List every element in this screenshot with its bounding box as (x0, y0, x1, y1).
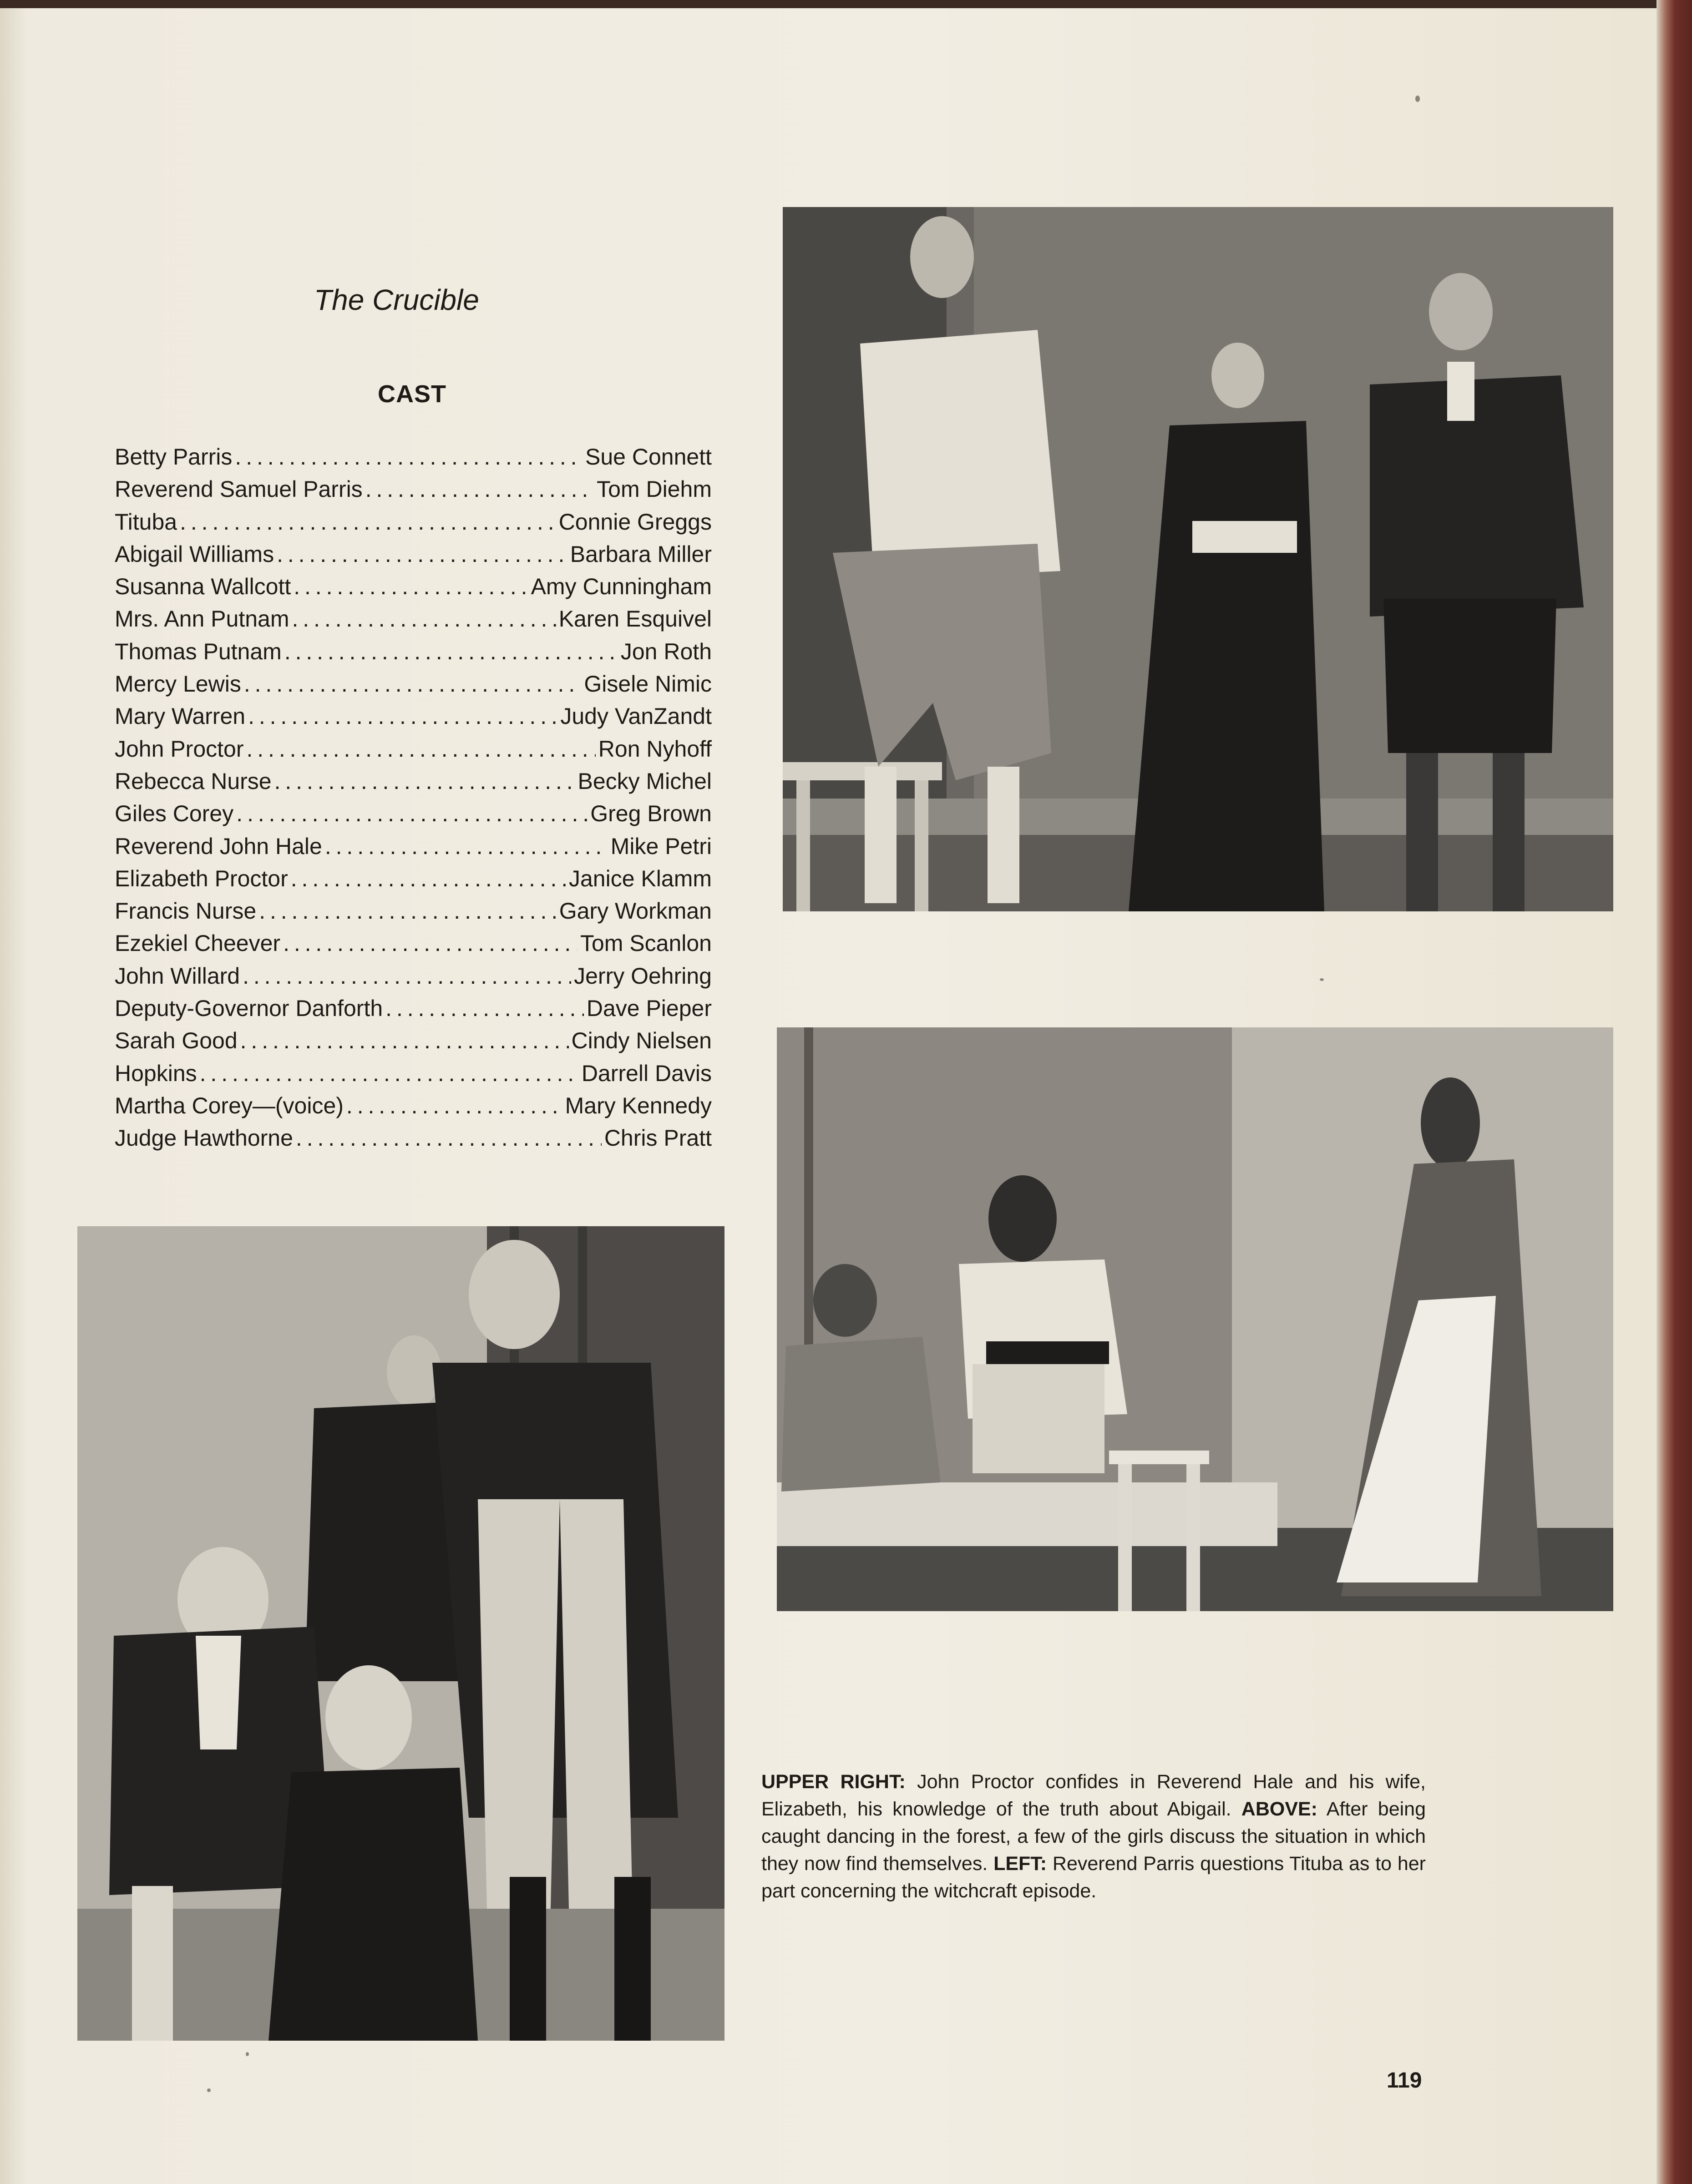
cast-row (115, 1092, 712, 1125)
cast-role: Mercy Lewis (115, 671, 241, 697)
dot-leader (283, 930, 578, 956)
cast-actor: Becky Michel (578, 768, 712, 794)
cast-actor: Amy Cunningham (531, 574, 712, 600)
cast-row (115, 768, 712, 800)
top-edge-strip (0, 0, 1692, 8)
cast-role: Susanna Wallcott (115, 574, 291, 600)
cast-actor: Darrell Davis (581, 1060, 712, 1086)
cast-actor: Barbara Miller (570, 541, 712, 567)
photo-middle-right-image (777, 1027, 1613, 1611)
dot-leader (291, 865, 566, 892)
cast-actor: Gisele Nimic (584, 671, 712, 697)
caption-upper-right-label: UPPER RIGHT: (761, 1771, 906, 1793)
caption-above-text: After being caught dancing in the forest, a few of the girls discuss the situation in which they now find themselves. (761, 1798, 1426, 1875)
cast-actor: Jerry Oehring (574, 963, 712, 989)
dot-leader (385, 995, 584, 1021)
dot-leader (236, 800, 588, 827)
dot-leader (277, 541, 567, 567)
cast-actor: Gary Workman (559, 898, 712, 924)
play-title: The Crucible (314, 283, 479, 316)
cast-actor: Tom Scanlon (580, 930, 712, 956)
cast-row (115, 703, 712, 735)
dot-leader (248, 703, 557, 729)
cast-actor: Sue Connett (585, 444, 712, 470)
cast-row (115, 736, 712, 768)
cast-role: Tituba (115, 509, 177, 535)
cast-role: Hopkins (115, 1060, 197, 1086)
caption-above-label: ABOVE: (1241, 1798, 1317, 1820)
cast-actor: Connie Greggs (558, 509, 712, 535)
caption-left-label: LEFT: (993, 1853, 1047, 1875)
cast-row (115, 671, 712, 703)
photo-upper-right-image (783, 207, 1613, 911)
paper-speck (207, 2088, 211, 2092)
cast-row (115, 1027, 712, 1060)
cast-row (115, 444, 712, 476)
cast-row (115, 963, 712, 995)
cast-row (115, 509, 712, 541)
cast-row (115, 606, 712, 638)
cast-role: Elizabeth Proctor (115, 865, 288, 891)
cast-list (115, 444, 712, 1158)
paper-speck (1415, 96, 1420, 102)
cast-actor: Greg Brown (590, 801, 712, 827)
cast-actor: Judy VanZandt (560, 703, 712, 729)
cast-role: Judge Hawthorne (115, 1125, 293, 1151)
dot-leader (243, 963, 571, 989)
dot-leader (296, 1125, 602, 1151)
dot-leader (325, 833, 608, 859)
photo-caption (761, 1768, 1426, 1905)
cast-actor: Janice Klamm (569, 865, 712, 891)
cast-role: Mrs. Ann Putnam (115, 606, 289, 632)
cast-row (115, 1060, 712, 1092)
dot-leader (294, 573, 528, 600)
cast-role: Mary Warren (115, 703, 246, 729)
cast-role: Ezekiel Cheever (115, 930, 281, 956)
cast-actor: Mike Petri (610, 833, 712, 859)
paper-speck (1320, 978, 1324, 981)
dot-leader (274, 768, 575, 794)
book-binding-edge (1657, 0, 1692, 2184)
dot-leader (200, 1060, 579, 1087)
cast-row (115, 898, 712, 930)
cast-role: John Willard (115, 963, 240, 989)
page-number: 119 (1387, 2068, 1422, 2093)
caption-upper-right-text: John Proctor confides in Reverend Hale and his wife, Elizabeth, his knowledge of the truth about Abigail. (761, 1771, 1426, 1820)
cast-role: John Proctor (115, 736, 244, 762)
photo-upper-right (783, 207, 1613, 911)
dot-leader (284, 638, 618, 665)
cast-row (115, 1125, 712, 1157)
cast-role: Francis Nurse (115, 898, 257, 924)
cast-actor: Jon Roth (620, 638, 712, 664)
cast-role: Giles Corey (115, 801, 234, 827)
cast-role: Sarah Good (115, 1028, 238, 1054)
paper-speck (246, 2052, 249, 2056)
cast-role: Abigail Williams (115, 541, 274, 567)
photo-middle-right (777, 1027, 1613, 1611)
cast-role: Reverend John Hale (115, 833, 322, 859)
dot-leader (244, 671, 582, 697)
cast-actor: Tom Diehm (597, 476, 712, 502)
dot-leader (292, 606, 556, 632)
dot-leader (246, 736, 595, 762)
cast-actor: Chris Pratt (604, 1125, 712, 1151)
cast-row (115, 865, 712, 898)
cast-role: Betty Parris (115, 444, 233, 470)
dot-leader (240, 1027, 569, 1054)
caption-left-text: Reverend Parris questions Tituba as to her part concerning the witchcraft episode. (761, 1853, 1426, 1902)
dot-leader (365, 476, 594, 502)
cast-row (115, 638, 712, 671)
cast-role: Thomas Putnam (115, 638, 282, 664)
cast-actor: Karen Esquivel (558, 606, 712, 632)
dot-leader (259, 898, 557, 924)
cast-role: Reverend Samuel Parris (115, 476, 363, 502)
cast-row (115, 930, 712, 962)
dot-leader (346, 1092, 562, 1119)
cast-row (115, 541, 712, 573)
cast-row (115, 995, 712, 1027)
cast-actor: Mary Kennedy (565, 1092, 712, 1118)
photo-lower-left (77, 1226, 724, 2041)
cast-heading: CAST (378, 380, 446, 408)
photo-lower-left-image (77, 1226, 724, 2041)
cast-row (115, 833, 712, 865)
cast-role: Deputy-Governor Danforth (115, 996, 383, 1021)
cast-row (115, 476, 712, 508)
dot-leader (180, 509, 556, 535)
cast-actor: Dave Pieper (586, 996, 712, 1021)
cast-role: Rebecca Nurse (115, 768, 272, 794)
cast-actor: Ron Nyhoff (598, 736, 712, 762)
cast-actor: Cindy Nielsen (571, 1028, 712, 1054)
cast-row (115, 573, 712, 606)
cast-role: Martha Corey—(voice) (115, 1092, 344, 1118)
dot-leader (235, 444, 583, 470)
cast-row (115, 800, 712, 833)
